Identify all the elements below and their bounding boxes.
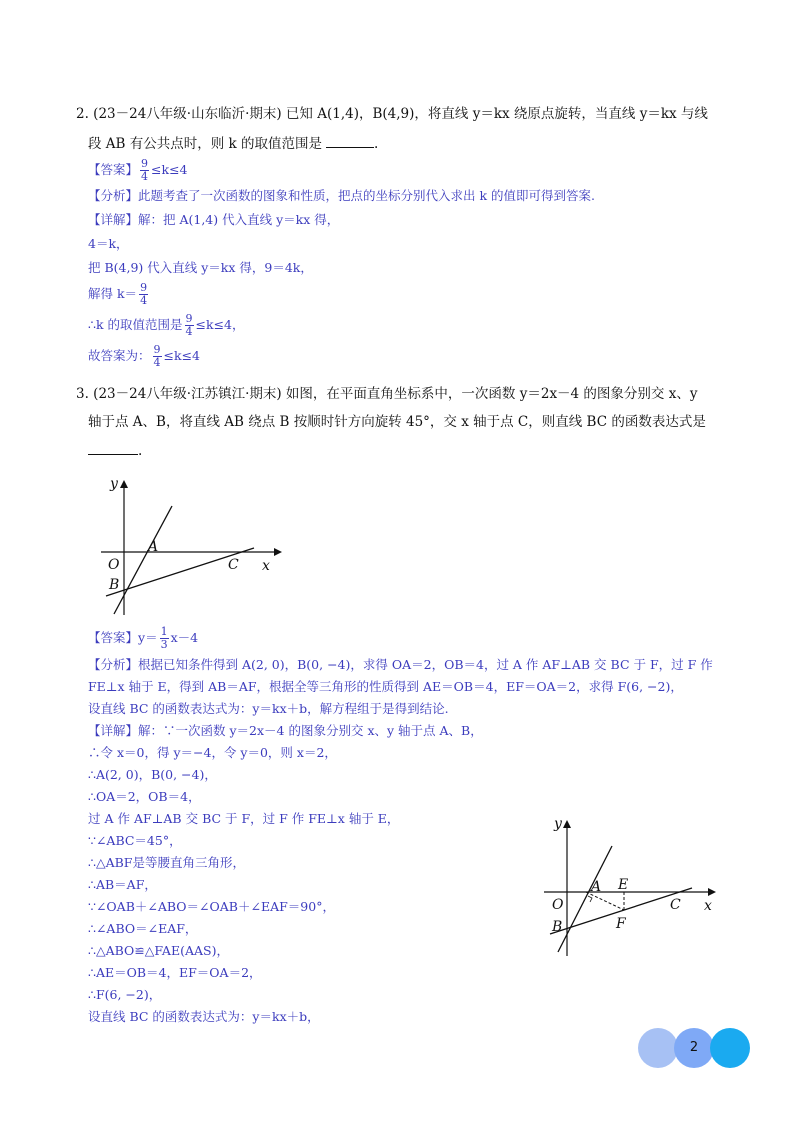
fig1-o-label: O: [108, 557, 120, 573]
q3-step: ∵∠ABC＝45°，: [88, 833, 182, 848]
fig2-a-label: A: [591, 879, 602, 895]
q3-step: ∴∠ABO＝∠EAF，: [88, 921, 198, 936]
q2-detail2: 4＝k，: [88, 236, 129, 251]
q2-analysis: 【分析】此题考查了一次函数的图象和性质，把点的坐标分别代入求出 k 的值即可得到答案.: [88, 188, 595, 203]
fig2-c-label: C: [670, 897, 681, 913]
answer-label: 【答案】: [88, 162, 139, 177]
answer-blank[interactable]: [88, 440, 138, 455]
detail4-text: 解得 k＝: [88, 286, 138, 301]
answer-tail: ≤k≤4: [151, 162, 188, 177]
coordinate-figure-1: [96, 470, 286, 620]
q3-step: ∴AE＝OB＝4，EF＝OA＝2，: [88, 965, 262, 980]
q2-detail3: 把 B(4,9) 代入直线 y＝kx 得，9＝4k，: [88, 260, 313, 275]
q2-detail1: 【详解】解：把 A(1,4) 代入直线 y＝kx 得，: [88, 212, 340, 227]
fig1-y-label: y: [110, 476, 118, 492]
fig2-o-label: O: [552, 897, 564, 913]
fraction: $\frac{9}{4}$: [140, 281, 148, 307]
q3-line3: [88, 440, 142, 461]
fig1-a-label: A: [148, 539, 159, 555]
detail5-tail: ≤k≤4，: [195, 317, 245, 332]
q3-step: ∴AB＝AF，: [88, 877, 157, 892]
q3-step: ∴F(6, −2)，: [88, 987, 162, 1002]
q2-line2-text: 段 AB 有公共点时，则 k 的取值范围是: [88, 136, 323, 152]
q3-step: 设直线 BC 的函数表达式为：y＝kx＋b，: [88, 1009, 320, 1024]
q3-line3-period: .: [138, 443, 143, 459]
fig2-y-label: y: [554, 816, 562, 832]
q3-step: ∴△ABO≌△FAE(AAS)，: [88, 943, 229, 958]
detail5-text: ∴k 的取值范围是: [88, 317, 183, 332]
q3-step: ∴OA＝2，OB＝4，: [88, 789, 201, 804]
q3-step: 过 A 作 AF⊥AB 交 BC 于 F，过 F 作 FE⊥x 轴于 E，: [88, 811, 400, 826]
fig2-e-label: E: [618, 877, 629, 893]
fraction: $\frac{9}{4}$: [141, 157, 149, 183]
q2-detail5: [88, 313, 245, 338]
q3-answer: [88, 626, 198, 651]
q3-step: 【详解】解：∵一次函数 y＝2x－4 的图象分别交 x、y 轴于点 A、B，: [88, 723, 483, 738]
fig2-b-label: B: [552, 919, 563, 935]
q2-line1: 2. (23－24八年级·山东临沂·期末) 已知 A(1,4)，B(4,9)，将直线 y＝kx 绕原点旋转，当直线 y＝kx 与线: [76, 106, 708, 122]
q2-answer: [88, 158, 188, 183]
fraction: $\frac{9}{4}$: [153, 343, 161, 369]
q3-line1: 3. (23－24八年级·江苏镇江·期末) 如图，在平面直角坐标系中，一次函数 y＝2x－4 的图象分别交 x、y: [76, 386, 698, 402]
fig1-x-label: x: [262, 558, 270, 574]
fig1-b-label: B: [109, 577, 120, 593]
decor-circle-right: [710, 1028, 750, 1068]
answer-label: 【答案】: [88, 630, 139, 645]
q2-line2: [88, 133, 378, 154]
page-number: 2: [689, 1040, 699, 1055]
q3-step: ∵∠OAB＋∠ABO＝∠OAB＋∠EAF＝90°，: [88, 899, 335, 914]
answer-blank[interactable]: [326, 133, 374, 148]
fraction: $\frac{1}{3}$: [160, 625, 168, 651]
fig2-f-label: F: [616, 916, 626, 932]
q3-step: ∴△ABF是等腰直角三角形，: [88, 855, 245, 870]
fig1-c-label: C: [228, 557, 239, 573]
q2-detail4: [88, 282, 150, 307]
answer-tail: x－4: [170, 630, 199, 645]
q3-analysis2: FE⊥x 轴于 E，得到 AB＝AF，根据全等三角形的性质得到 AE＝OB＝4，EF＝OA＝2，求得 F(6, −2)，: [88, 679, 683, 694]
q3-step: ∴令 x＝0，得 y＝−4，令 y＝0，则 x＝2，: [88, 745, 337, 760]
coordinate-figure-2: [540, 810, 720, 960]
q2-line2-period: .: [374, 136, 379, 152]
page-indicator: [638, 1028, 750, 1068]
fraction: $\frac{9}{4}$: [185, 312, 193, 338]
detail6-text: 故答案为：: [88, 348, 151, 363]
q3-step: ∴A(2, 0)，B(0, −4)，: [88, 767, 217, 782]
q2-detail6: [88, 344, 200, 369]
q3-analysis3: 设直线 BC 的函数表达式为：y＝kx＋b，解方程组于是得到结论.: [88, 701, 449, 716]
detail6-tail: ≤k≤4: [163, 348, 200, 363]
q3-line2: 轴于点 A、B，将直线 AB 绕点 B 按顺时针方向旋转 45°，交 x 轴于点 C，则直线 BC 的函数表达式是: [88, 414, 706, 430]
fig2-x-label: x: [704, 898, 712, 914]
q3-analysis1: 【分析】根据已知条件得到 A(2, 0)，B(0, −4)，求得 OA＝2，OB＝4，过 A 作 AF⊥AB 交 BC 于 F，过 F 作: [88, 657, 713, 672]
answer-lhs: y＝: [138, 630, 158, 645]
decor-circle-left: [638, 1028, 678, 1068]
